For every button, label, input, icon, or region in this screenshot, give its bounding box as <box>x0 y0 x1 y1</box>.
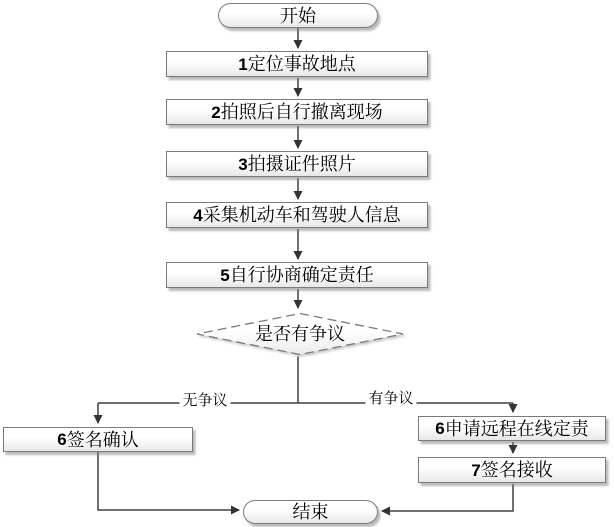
sign-receive-box <box>418 457 606 483</box>
step-1-number: 1 <box>238 54 248 74</box>
decision-label: 是否有争议 <box>255 324 345 344</box>
remote-liability-box <box>418 416 606 441</box>
step-box-4 <box>166 202 428 228</box>
step-box-5 <box>166 262 428 288</box>
sign-receive-label: 签名接收 <box>480 460 553 480</box>
sign-confirm-label: 签名确认 <box>66 429 139 450</box>
sign-confirm-box <box>3 427 193 452</box>
edge-label-dispute: 有争议 <box>365 390 416 408</box>
start-label: 开始 <box>280 5 316 26</box>
step-4-number: 4 <box>193 205 203 225</box>
step-2-number: 2 <box>211 102 221 122</box>
connector-signreceive-end <box>382 484 513 511</box>
step-5-label: 自行协商确定责任 <box>229 265 374 285</box>
connector-signconfirm-end <box>98 452 239 510</box>
step-box-3 <box>166 151 428 177</box>
step-2-label: 拍照后自行撤离现场 <box>220 102 383 122</box>
start-terminator <box>218 3 378 28</box>
step-4-label: 采集机动车和驾驶人信息 <box>202 205 401 225</box>
step-3-label: 拍摄证件照片 <box>247 154 356 174</box>
step-box-2 <box>166 99 428 125</box>
remote-liability-label: 申请远程在线定责 <box>444 418 589 439</box>
remote-liability-number: 6 <box>435 419 445 438</box>
step-3-number: 3 <box>238 154 248 174</box>
edge-label-no-dispute: 无争议 <box>179 392 230 410</box>
sign-confirm-number: 6 <box>57 430 67 449</box>
sign-receive-number: 7 <box>471 460 481 480</box>
step-box-1 <box>166 51 428 77</box>
step-1-label: 定位事故地点 <box>247 54 356 74</box>
decision-diamond <box>195 312 405 356</box>
end-terminator <box>243 500 378 524</box>
end-label: 结束 <box>292 502 329 522</box>
step-5-number: 5 <box>220 265 230 285</box>
